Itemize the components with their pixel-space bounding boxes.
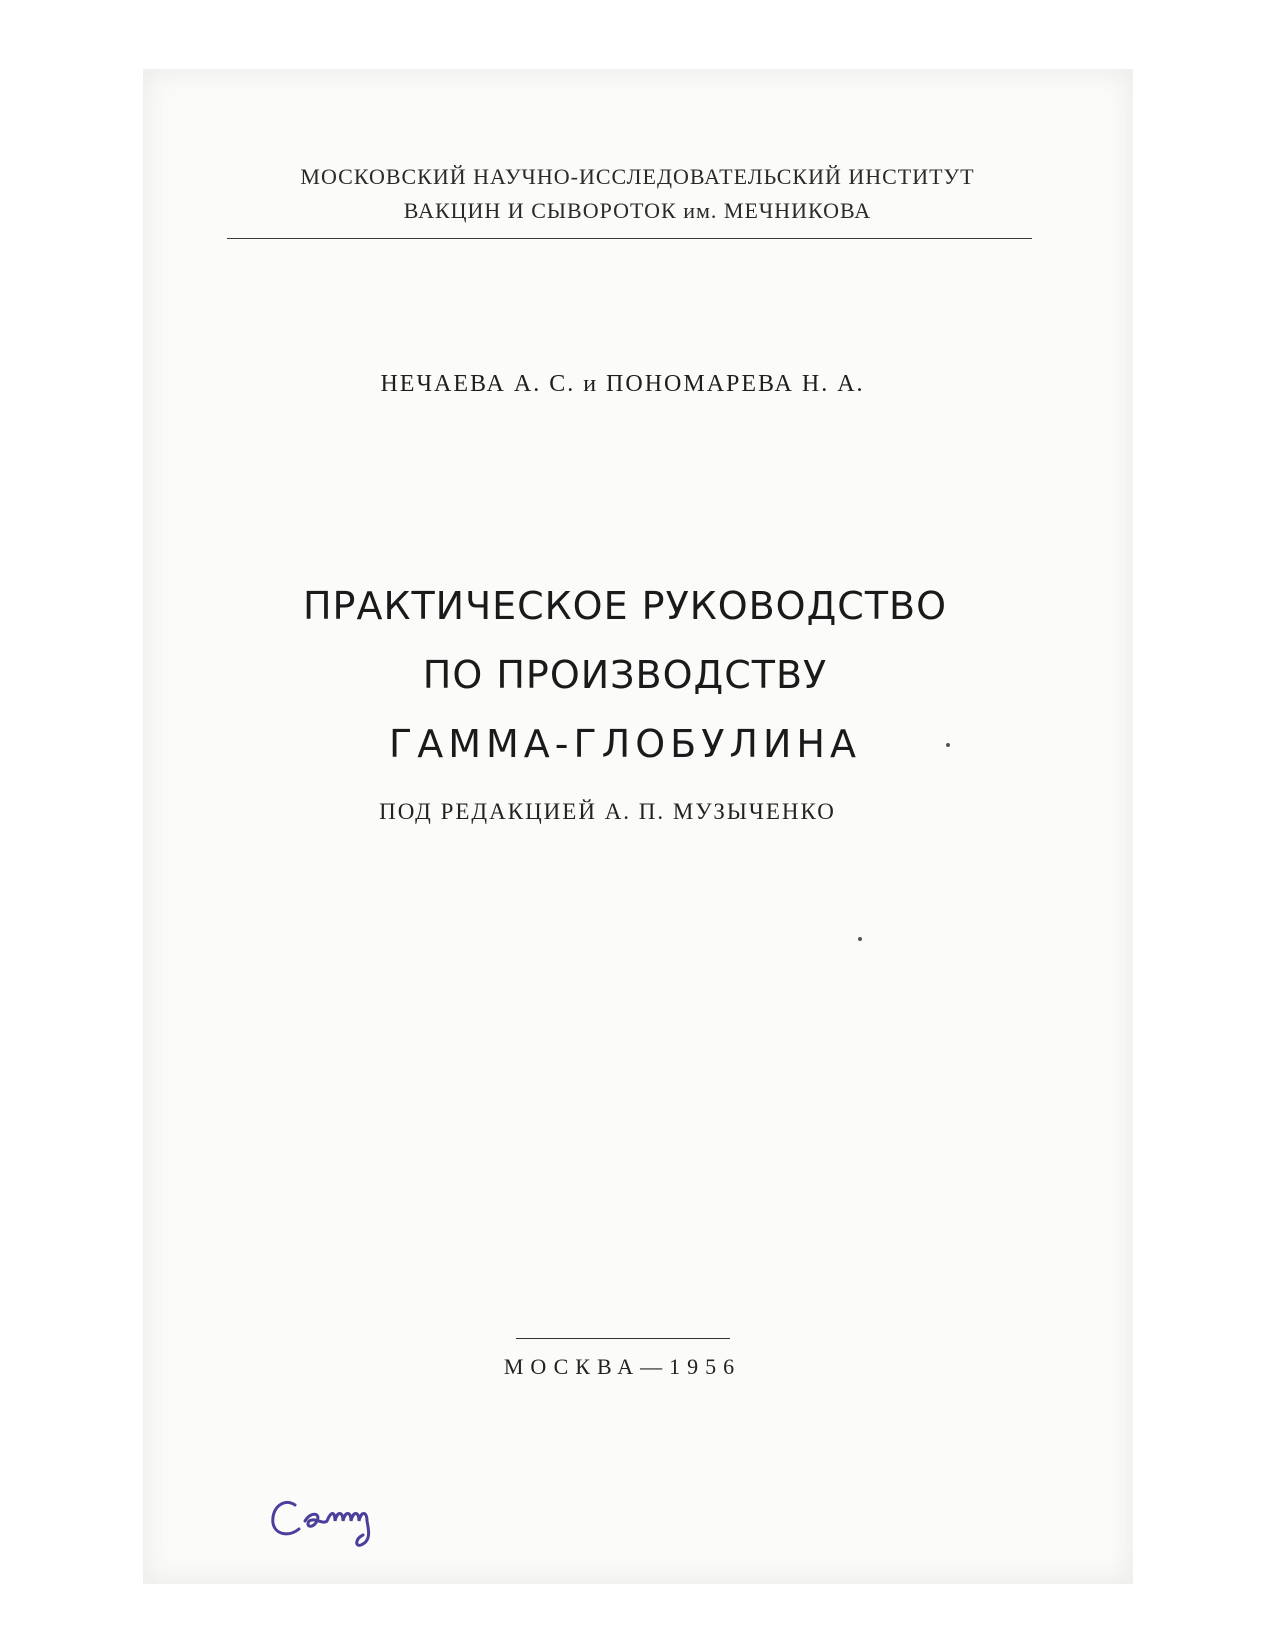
title-line-2: ПО ПРОИЗВОДСТВУ (422, 653, 828, 697)
imprint-divider (516, 1338, 730, 1339)
title-line-3: ГАММА-ГЛОБУЛИНА (389, 722, 861, 766)
institute-name-line-1: МОСКОВСКИЙ НАУЧНО-ИССЛЕДОВАТЕЛЬСКИЙ ИНСТИТУТ (300, 164, 975, 189)
print-speck (858, 937, 862, 941)
handwritten-signature (265, 1475, 405, 1555)
imprint-place-year: МОСКВА—1956 (503, 1354, 742, 1379)
authors: НЕЧАЕВА А. С. и ПОНОМАРЕВА Н. А. (380, 371, 865, 397)
print-speck (946, 743, 950, 747)
editor-credit: ПОД РЕДАКЦИЕЙ А. П. МУЗЫЧЕНКО (379, 799, 836, 824)
header-divider (227, 238, 1032, 239)
title-line-1: ПРАКТИЧЕСКОЕ РУКОВОДСТВО (302, 584, 948, 628)
institute-name-line-2: ВАКЦИН И СЫВОРОТОК им. МЕЧНИКОВА (403, 198, 872, 223)
